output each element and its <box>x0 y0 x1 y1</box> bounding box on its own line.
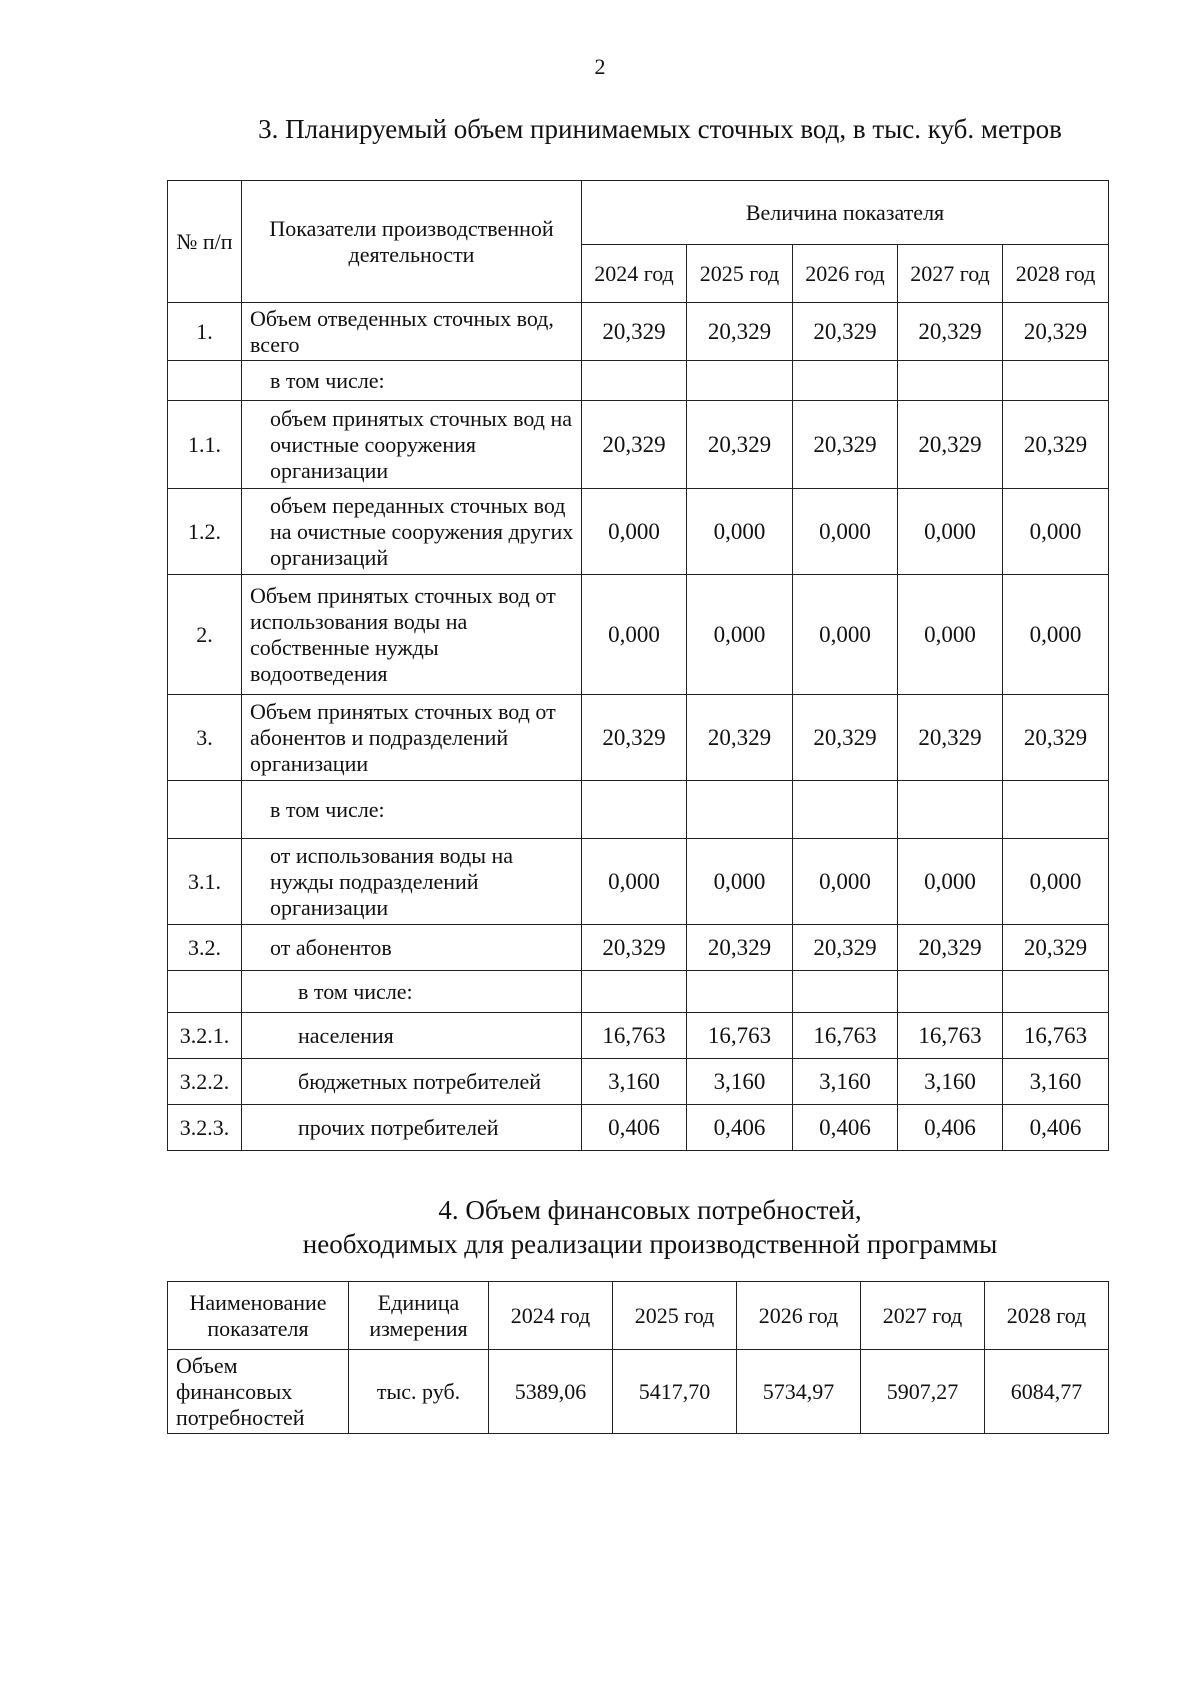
header-year: 2028 год <box>985 1282 1109 1350</box>
value-cell: 20,329 <box>582 695 687 781</box>
row-label: в том числе: <box>242 781 582 839</box>
row-label: Объем принятых сточных вод от абонентов и подразделений организации <box>242 695 582 781</box>
value-cell: 20,329 <box>793 303 898 361</box>
row-number: 2. <box>168 575 242 695</box>
row-number: 3.2. <box>168 925 242 971</box>
value-cell: 3,160 <box>582 1059 687 1105</box>
value-cell <box>793 781 898 839</box>
value-cell: 20,329 <box>1003 303 1109 361</box>
value-cell: 20,329 <box>582 925 687 971</box>
row-number: 3.2.3. <box>168 1105 242 1151</box>
table-row <box>168 925 1109 971</box>
value-cell: 0,000 <box>1003 489 1109 575</box>
value-cell: 16,763 <box>1003 1013 1109 1059</box>
value-cell: 20,329 <box>687 695 793 781</box>
value-cell: 20,329 <box>793 925 898 971</box>
value-cell: 20,329 <box>1003 401 1109 489</box>
header-name: Наименование показателя <box>168 1282 349 1350</box>
value-cell: 0,000 <box>687 575 793 695</box>
value-cell: 0,000 <box>898 839 1003 925</box>
value-cell <box>582 971 687 1013</box>
value-cell: 0,000 <box>1003 839 1109 925</box>
header-indicator: Показатели производственной деятельности <box>242 181 582 303</box>
value-cell: 5907,27 <box>861 1350 985 1434</box>
row-label: в том числе: <box>242 361 582 401</box>
table-row <box>168 839 1109 925</box>
value-cell: 0,406 <box>793 1105 898 1151</box>
value-cell: 3,160 <box>687 1059 793 1105</box>
value-cell <box>582 781 687 839</box>
value-cell: 0,000 <box>582 489 687 575</box>
value-cell: 20,329 <box>898 925 1003 971</box>
financial-needs-table <box>167 1281 1109 1434</box>
section-4-title-line1: 4. Объем финансовых потребностей, <box>438 1195 862 1225</box>
row-label: объем принятых сточных вод на очистные сооружения организации <box>242 401 582 489</box>
row-number: 1.2. <box>168 489 242 575</box>
row-number: 3.2.1. <box>168 1013 242 1059</box>
header-unit: Единица измерения <box>349 1282 489 1350</box>
value-cell: 0,000 <box>582 839 687 925</box>
value-cell: 20,329 <box>582 303 687 361</box>
header-year: 2024 год <box>489 1282 613 1350</box>
row-label: объем переданных сточных вод на очистные сооружения других организаций <box>242 489 582 575</box>
value-cell: 20,329 <box>898 303 1003 361</box>
row-unit: тыс. руб. <box>349 1350 489 1434</box>
value-cell: 5734,97 <box>737 1350 861 1434</box>
table-row <box>168 401 1109 489</box>
table-row <box>168 303 1109 361</box>
value-cell: 0,000 <box>898 489 1003 575</box>
row-number <box>168 781 242 839</box>
value-cell: 20,329 <box>1003 695 1109 781</box>
header-year: 2028 год <box>1003 245 1109 303</box>
wastewater-volume-table <box>167 180 1109 1151</box>
row-number: 3. <box>168 695 242 781</box>
value-cell: 0,406 <box>1003 1105 1109 1151</box>
value-cell <box>793 361 898 401</box>
value-cell: 6084,77 <box>985 1350 1109 1434</box>
value-cell: 0,000 <box>1003 575 1109 695</box>
row-number: 3.2.2. <box>168 1059 242 1105</box>
row-label: от использования воды на нужды подразделений организации <box>242 839 582 925</box>
value-cell: 3,160 <box>1003 1059 1109 1105</box>
value-cell: 16,763 <box>793 1013 898 1059</box>
header-year: 2024 год <box>582 245 687 303</box>
value-cell: 20,329 <box>793 695 898 781</box>
value-cell <box>898 361 1003 401</box>
row-label: прочих потребителей <box>242 1105 582 1151</box>
table-row <box>168 489 1109 575</box>
value-cell: 0,000 <box>687 489 793 575</box>
value-cell: 5417,70 <box>613 1350 737 1434</box>
row-label: бюджетных потребителей <box>242 1059 582 1105</box>
row-number: 1.1. <box>168 401 242 489</box>
header-year: 2027 год <box>861 1282 985 1350</box>
header-year: 2025 год <box>613 1282 737 1350</box>
value-cell <box>687 971 793 1013</box>
value-cell: 0,000 <box>793 575 898 695</box>
value-cell: 20,329 <box>898 695 1003 781</box>
table-row <box>168 781 1109 839</box>
value-cell: 20,329 <box>1003 925 1109 971</box>
value-cell: 20,329 <box>687 925 793 971</box>
row-label: Объем принятых сточных вод от использования воды на собственные нужды водоотведения <box>242 575 582 695</box>
row-label: Объем отведенных сточных вод, всего <box>242 303 582 361</box>
value-cell: 0,000 <box>898 575 1003 695</box>
value-cell <box>687 361 793 401</box>
header-year: 2026 год <box>737 1282 861 1350</box>
value-cell <box>1003 361 1109 401</box>
value-cell <box>582 361 687 401</box>
row-number: 3.1. <box>168 839 242 925</box>
header-year: 2026 год <box>793 245 898 303</box>
value-cell: 20,329 <box>793 401 898 489</box>
value-cell <box>1003 971 1109 1013</box>
header-year: 2027 год <box>898 245 1003 303</box>
value-cell: 0,406 <box>898 1105 1003 1151</box>
value-cell: 0,000 <box>793 839 898 925</box>
value-cell: 16,763 <box>898 1013 1003 1059</box>
value-cell: 20,329 <box>687 303 793 361</box>
value-cell <box>687 781 793 839</box>
section-4-title-line2: необходимых для реализации производственной программы <box>302 1229 998 1259</box>
header-value: Величина показателя <box>582 181 1109 245</box>
table-row <box>168 1013 1109 1059</box>
table-row <box>168 1105 1109 1151</box>
header-year: 2025 год <box>687 245 793 303</box>
row-number <box>168 361 242 401</box>
section-3-title: 3. Планируемый объем принимаемых сточных вод, в тыс. куб. метров <box>258 114 1062 144</box>
value-cell: 0,000 <box>793 489 898 575</box>
value-cell: 16,763 <box>582 1013 687 1059</box>
value-cell <box>793 971 898 1013</box>
value-cell: 0,406 <box>582 1105 687 1151</box>
value-cell: 0,000 <box>687 839 793 925</box>
value-cell: 5389,06 <box>489 1350 613 1434</box>
table-row <box>168 1059 1109 1105</box>
row-label: в том числе: <box>242 971 582 1013</box>
section-4-title <box>50 1193 1200 1261</box>
value-cell <box>898 971 1003 1013</box>
header-num: № п/п <box>168 181 242 303</box>
value-cell <box>1003 781 1109 839</box>
row-number: 1. <box>168 303 242 361</box>
value-cell <box>898 781 1003 839</box>
table-row <box>168 695 1109 781</box>
row-number <box>168 971 242 1013</box>
table-row <box>168 361 1109 401</box>
value-cell: 20,329 <box>582 401 687 489</box>
row-label: от абонентов <box>242 925 582 971</box>
row-label: населения <box>242 1013 582 1059</box>
value-cell: 20,329 <box>687 401 793 489</box>
value-cell: 3,160 <box>898 1059 1003 1105</box>
row-name: Объем финансовых потребностей <box>168 1350 349 1434</box>
value-cell: 16,763 <box>687 1013 793 1059</box>
value-cell: 0,406 <box>687 1105 793 1151</box>
table-row <box>168 575 1109 695</box>
page-number: 2 <box>594 54 606 79</box>
table-row <box>168 971 1109 1013</box>
value-cell: 20,329 <box>898 401 1003 489</box>
value-cell: 3,160 <box>793 1059 898 1105</box>
value-cell: 0,000 <box>582 575 687 695</box>
